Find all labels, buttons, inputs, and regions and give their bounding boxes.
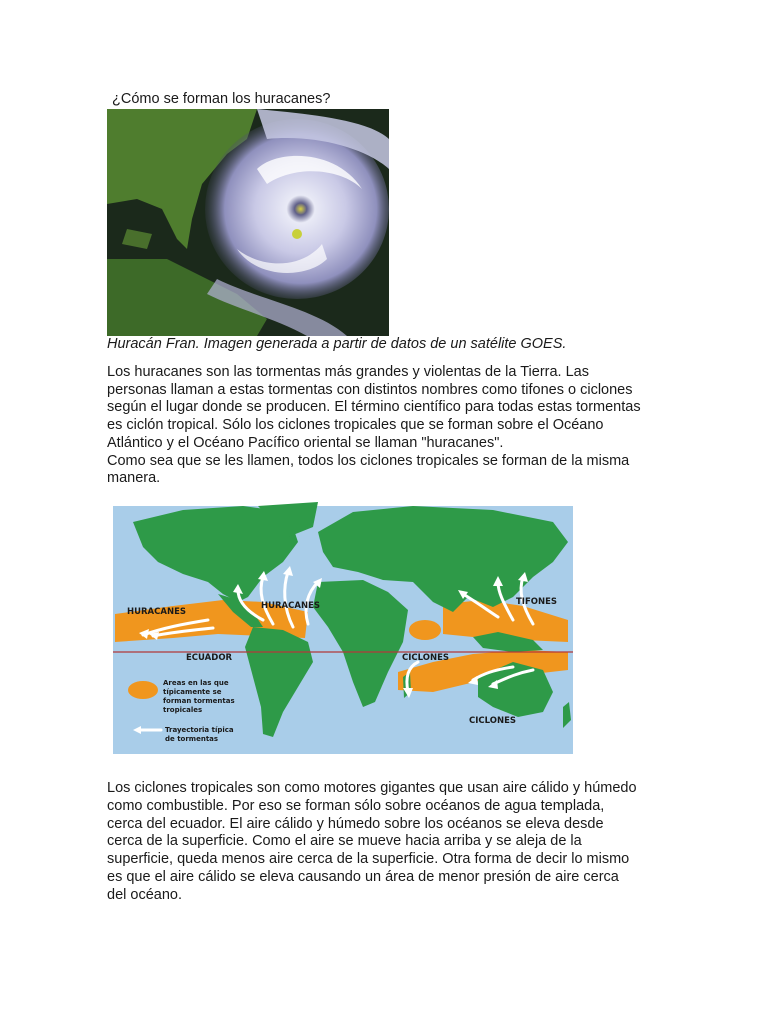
paragraph-line: Los huracanes son las tormentas más grandes y violentas de la Tierra. Las xyxy=(107,364,589,380)
paragraph-line: manera. xyxy=(107,470,161,487)
paragraph-line: cerca de la superficie. Como el aire se mueve hacia arriba y se aleja de la xyxy=(107,833,582,850)
label-tifones: TIFONES xyxy=(516,597,558,607)
hurricane-satellite-image xyxy=(107,109,389,336)
intro-paragraph xyxy=(107,364,687,488)
label-ciclones-india: CICLONES xyxy=(402,653,450,663)
legend-area-line: Areas en las que xyxy=(163,679,229,687)
legend-area-line: tropicales xyxy=(163,706,203,714)
label-huracanes-atlantic: HURACANES xyxy=(261,601,320,611)
paragraph-line: es ciclón tropical. Sólo los ciclones tropicales que se forman sobre el Océano xyxy=(107,417,604,434)
image-caption: Huracán Fran. Imagen generada a partir de datos de un satélite GOES. xyxy=(107,336,567,352)
paragraph-line: cerca del ecuador. El aire cálido y húmedo sobre los océanos se eleva desde xyxy=(107,815,604,832)
page-title: ¿Cómo se forman los huracanes? xyxy=(112,91,331,107)
paragraph-line: como combustible. Por eso se forman sólo sobre océanos de agua templada, xyxy=(107,797,605,814)
paragraph-line: Atlántico y el Océano Pacífico oriental se llaman "huracanes". xyxy=(107,434,504,451)
legend-area-line: forman tormentas xyxy=(163,697,235,705)
explanation-paragraph xyxy=(107,780,687,905)
legend-track-line: de tormentas xyxy=(165,735,219,743)
paragraph-line: superficie, queda menos aire cerca de la superficie. Otra forma de decir lo mismo xyxy=(107,851,630,868)
paragraph-line: personas llaman a estas tormentas con distintos nombres como tifones o ciclones xyxy=(107,381,633,398)
paragraph-line: según el lugar donde se producen. El término científico para todas estas tormentas xyxy=(107,399,641,416)
legend-area-swatch xyxy=(128,681,158,699)
legend-area-line: típicamente se xyxy=(163,688,222,696)
label-ciclones-australia: CICLONES xyxy=(469,716,517,726)
paragraph-line: del océano. xyxy=(107,886,182,903)
legend-track-line: Trayectoria típica xyxy=(165,726,234,734)
paragraph-line: Los ciclones tropicales son como motores gigantes que usan aire cálido y húmedo xyxy=(107,780,637,796)
paragraph-line: Como sea que se les llamen, todos los ciclones tropicales se forman de la misma xyxy=(107,452,630,469)
label-huracanes-pacific: HURACANES xyxy=(127,607,186,617)
tropical-cyclone-map xyxy=(113,502,573,754)
hurricane-eye-icon xyxy=(292,229,302,239)
paragraph-line: es que el aire cálido se eleva causando un área de menor presión de aire cerca xyxy=(107,868,619,885)
label-ecuador: ECUADOR xyxy=(186,653,233,663)
